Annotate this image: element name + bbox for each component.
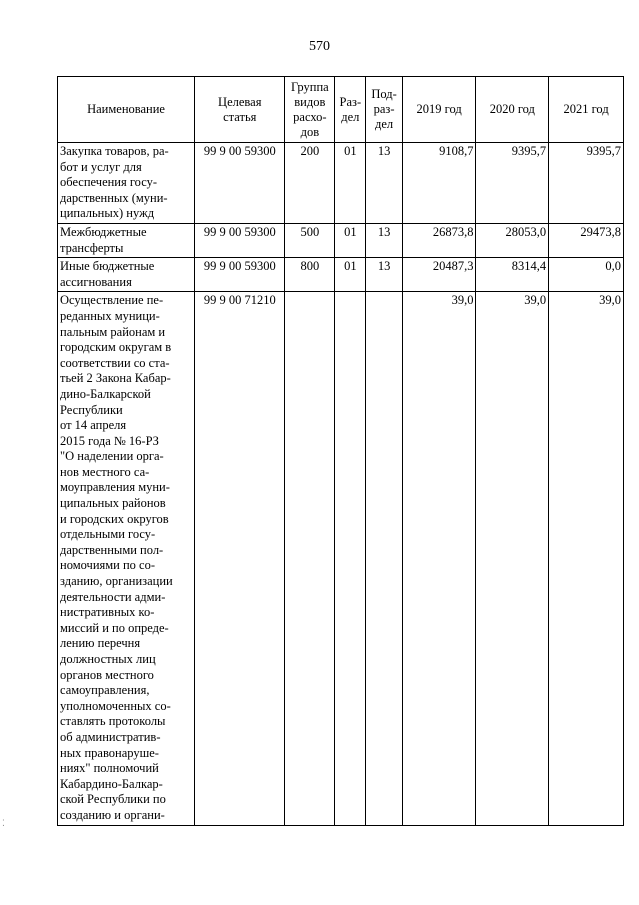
cell-group: 200 [285,143,335,224]
cell-2019: 26873,8 [402,223,476,257]
page-number: 570 [309,39,330,54]
cell-2019: 39,0 [402,292,476,825]
cell-group [285,292,335,825]
cell-target: 99 9 00 59300 [195,223,285,257]
cell-name: Межбюджетные трансферты [58,223,195,257]
table-row [58,258,624,292]
scan-edge-mark: ⁚ [2,818,5,828]
cell-2019: 9108,7 [402,143,476,224]
cell-2021: 9395,7 [549,143,624,224]
table-row [58,292,624,825]
cell-subsection [366,292,402,825]
cell-section: 01 [335,143,366,224]
cell-target: 99 9 00 71210 [195,292,285,825]
cell-subsection: 13 [366,258,402,292]
header-2020: 2020 год [476,77,549,143]
cell-2020: 8314,4 [476,258,549,292]
cell-2020: 28053,0 [476,223,549,257]
cell-2020: 39,0 [476,292,549,825]
header-target: Целевая статья [195,77,285,143]
cell-group: 500 [285,223,335,257]
cell-2021: 29473,8 [549,223,624,257]
cell-subsection: 13 [366,223,402,257]
table-row [58,143,624,224]
cell-name: Закупка товаров, ра- бот и услуг для обеспечения госу- дарственных (муни- ципальных) нужд [58,143,195,224]
cell-2019: 20487,3 [402,258,476,292]
cell-name: Иные бюджетные ассигнования [58,258,195,292]
cell-section: 01 [335,223,366,257]
cell-name: Осуществление пе- реданных муници- пальным районам и городским округам в соответствии со ста- тьей 2 Закона Кабар- дино-Балкарской Республики от 14 апреля 2015 года № 16-РЗ "О наделении орга- нов местного са- моуправления муни- ципальных районов и городских округов отдельными госу- дарственными пол- номочиями по со- зданию, организации деятельности адми- нистративных ко- миссий и по опреде- лению перечня должностных лиц органов местного самоуправления, уполномоченных со- ставлять протоколы об административ- ных правонаруше- ниях" полномочий Кабардино-Балкар- ской Республики по созданию и органи- [58,292,195,825]
cell-section [335,292,366,825]
cell-group: 800 [285,258,335,292]
cell-2021: 39,0 [549,292,624,825]
header-group: Группа видов расхо- дов [285,77,335,143]
budget-table [57,76,624,826]
cell-section: 01 [335,258,366,292]
cell-subsection: 13 [366,143,402,224]
table-header-row [58,77,624,143]
header-name: Наименование [58,77,195,143]
table-row [58,223,624,257]
cell-target: 99 9 00 59300 [195,143,285,224]
header-2019: 2019 год [402,77,476,143]
header-2021: 2021 год [549,77,624,143]
header-section: Раз- дел [335,77,366,143]
cell-target: 99 9 00 59300 [195,258,285,292]
cell-2020: 9395,7 [476,143,549,224]
cell-2021: 0,0 [549,258,624,292]
header-subsection: Под- раз- дел [366,77,402,143]
